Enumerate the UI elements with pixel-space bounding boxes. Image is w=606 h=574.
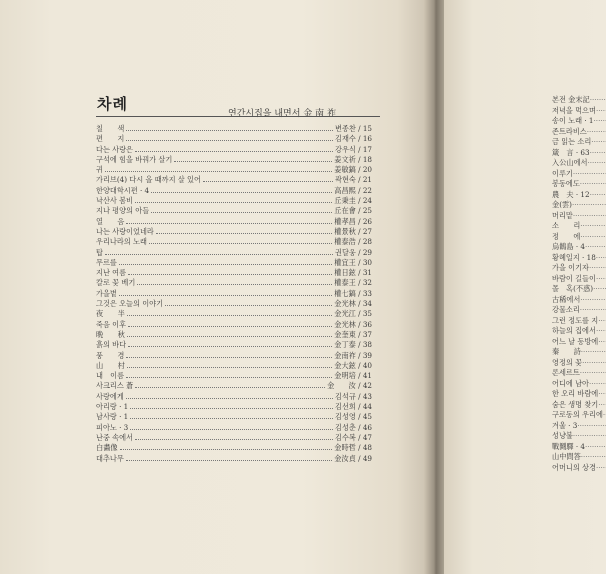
right-toc-entry: 본전 金末記 ····· — [552, 95, 606, 106]
dot-leader — [174, 160, 332, 162]
entry-author-page: 강우식 / 17 — [335, 144, 372, 154]
dot-leader — [119, 294, 332, 296]
toc-entry — [96, 217, 372, 227]
entry-author-page: 金汝貞 / 49 — [334, 453, 372, 463]
dot-leader — [151, 191, 332, 193]
entry-title: 칼로 꽃 베기 — [96, 278, 136, 288]
right-toc-entry: 어디에 남아 ····· — [552, 379, 606, 390]
toc-heading: 차례 — [97, 95, 128, 113]
toc-entry — [96, 206, 372, 216]
toc-entry — [96, 237, 372, 247]
dot-leader — [165, 304, 332, 306]
right-toc-entry: 秦 詩 ····· — [552, 347, 606, 358]
entry-title: 나는 사랑이었네라 — [96, 226, 154, 236]
entry-author-page: 김선희 / 44 — [335, 402, 372, 412]
entry-author-page: 金光林 / 34 — [334, 299, 372, 309]
right-toc-entry: 송이 노래 · 1 ····· — [552, 116, 606, 127]
right-toc-entry: 古稀에서 ····· — [552, 295, 606, 306]
entry-title: 낙산사 봄비 — [96, 196, 134, 206]
right-toc-entry: 겨울 · 3 ····· — [552, 421, 606, 432]
dot-leader — [119, 263, 332, 265]
dot-leader — [149, 242, 332, 244]
entry-title: 구석에 힘을 바꿔가 살기 — [96, 154, 173, 164]
entry-author-page: 金明培 / 41 — [334, 371, 372, 381]
right-toc-entry: 금 읽는 소리 ····· — [552, 137, 606, 148]
entry-author-page: 金丁泰 / 38 — [334, 340, 372, 350]
entry-title: 대추나무 — [96, 453, 124, 463]
right-toc-entry: 존트라비스 ····· — [552, 127, 606, 138]
entry-title: 남사랑 · 1 — [96, 412, 129, 422]
right-toc-entry: 황혜일지 · 18 ····· — [552, 253, 606, 264]
entry-author-page: 김성영 / 45 — [335, 412, 372, 422]
entry-author-page: 김재수 / 16 — [335, 134, 372, 144]
entry-title: 편 지 — [96, 134, 125, 144]
entry-title: 다는 사랑은 — [96, 144, 134, 154]
dot-leader — [135, 438, 333, 440]
dot-leader — [127, 314, 333, 316]
right-toc-entry: 가을 이기자 ····· — [552, 263, 606, 274]
entry-title: 귀 — [96, 165, 103, 175]
dot-leader — [126, 376, 332, 378]
dot-leader — [130, 428, 333, 430]
toc-entry — [96, 175, 372, 185]
right-toc-entry: 영정의 꽃 ····· — [552, 358, 606, 369]
dot-leader — [135, 201, 332, 203]
entry-author-page: 權泰王 / 32 — [334, 278, 372, 288]
right-toc-entry: 어머니의 상경 ····· — [552, 463, 606, 474]
entry-author-page: 金大鉉 / 40 — [334, 360, 372, 370]
toc-entry — [96, 309, 372, 319]
entry-author-page: 權宜王 / 30 — [334, 257, 372, 267]
right-toc-entry: 烏鵲島 · 4 ····· — [552, 242, 606, 253]
dot-leader — [203, 180, 333, 182]
entry-author-page: 곽현숙 / 21 — [335, 175, 372, 185]
toc-entry — [96, 124, 372, 134]
toc-entry — [96, 392, 372, 402]
dot-leader — [130, 417, 333, 419]
entry-author-page: 金 汝 / 42 — [327, 381, 372, 391]
toc-entry — [96, 227, 372, 237]
entry-title: 山 村 — [96, 360, 125, 370]
dot-leader — [128, 273, 332, 275]
right-toc-entry: 하늘의 집에서 ····· — [552, 326, 606, 337]
dot-leader — [126, 356, 332, 358]
heading-rule — [96, 116, 380, 117]
dot-leader — [156, 232, 332, 234]
entry-title: 난중 속에서 — [96, 432, 134, 442]
right-toc-entry: 農 夫 · 12 ····· — [552, 190, 606, 201]
entry-title: 내 이름 — [96, 371, 125, 381]
dot-leader — [128, 325, 332, 327]
dot-leader — [126, 222, 332, 224]
entry-title: 한양대학시편 · 4 — [96, 185, 150, 195]
toc-entry — [96, 340, 372, 350]
toc-entry — [96, 361, 372, 371]
dot-leader — [135, 150, 333, 152]
toc-entry — [96, 165, 372, 175]
right-toc-entry: 소 리 ····· — [552, 221, 606, 232]
right-toc-entry: 이루기 ····· — [552, 169, 606, 180]
entry-title: 죽음 이후 — [96, 319, 127, 329]
right-toc-entry: 저녁을 먹으며 ····· — [552, 106, 606, 117]
dot-leader — [130, 407, 333, 409]
right-toc-entry: 한 오리 바람에 ····· — [552, 389, 606, 400]
entry-title: 그것은 오늘의 이야기 — [96, 299, 164, 309]
entry-author-page: 金光江 / 35 — [334, 309, 372, 319]
entry-author-page: 高昌熙 / 22 — [334, 185, 372, 195]
entry-title: 칠 색 — [96, 124, 125, 133]
toc-entry — [96, 278, 372, 288]
right-toc-entry: 戰鬪驛 · 4 ····· — [552, 442, 606, 453]
entry-title: 흙의 바다 — [96, 340, 127, 350]
entry-title: 가리브(4) 다시 올 때까지 살 있어 — [96, 175, 201, 185]
entry-title: 열 음 — [96, 216, 125, 226]
right-toc-entry: 바람이 길들이 ····· — [552, 274, 606, 285]
right-toc-entry: 숨은 생명 찾기 ····· — [552, 400, 606, 411]
dot-leader — [127, 366, 333, 368]
dot-leader — [120, 448, 333, 450]
entry-title: 아리랑 · 1 — [96, 402, 129, 412]
toc-entry — [96, 299, 372, 309]
toc-entry — [96, 330, 372, 340]
toc-entry — [96, 433, 372, 443]
toc-entry — [96, 134, 372, 144]
entry-author-page: 權泰浩 / 28 — [334, 237, 372, 247]
entry-author-page: 權景秋 / 27 — [334, 226, 372, 236]
toc-entry — [96, 423, 372, 433]
entry-author-page: 김수복 / 47 — [335, 432, 372, 442]
dot-leader — [126, 459, 333, 461]
entry-title: 우리나라의 노래 — [96, 237, 147, 247]
book-gutter — [424, 0, 446, 574]
entry-author-page: 權日鉉 / 31 — [334, 268, 372, 278]
right-toc-entry: 入公山에서 ····· — [552, 158, 606, 169]
toc-entry — [96, 320, 372, 330]
entry-title: 탑 — [96, 247, 103, 257]
dot-leader — [128, 345, 332, 347]
toc-entry — [96, 371, 372, 381]
toc-entry — [96, 145, 372, 155]
entry-title: 무르를 — [96, 257, 117, 267]
toc-entry — [96, 443, 372, 453]
entry-author-page: 김성춘 / 46 — [335, 422, 372, 432]
toc-entry — [96, 381, 372, 391]
dot-leader — [137, 283, 332, 285]
entry-title: 지난 여름 — [96, 268, 127, 278]
dot-leader — [126, 139, 333, 141]
entry-author-page: 권달웅 / 29 — [335, 247, 372, 257]
entry-author-page: 金時哲 / 48 — [334, 443, 372, 453]
dot-leader — [105, 253, 333, 255]
entry-title: 지나 평양의 아들 — [96, 206, 150, 216]
right-toc-entry: 山中問答 ····· — [552, 452, 606, 463]
right-toc-entry: 머리맡 ····· — [552, 211, 606, 222]
right-toc-entry: 몰 혹(不惑) ····· — [552, 284, 606, 295]
entry-title: 사랑에게 — [96, 391, 124, 401]
toc-entry — [96, 155, 372, 165]
toc-entry — [96, 258, 372, 268]
toc-list — [96, 124, 372, 464]
entry-author-page: 姜敏鎬 / 20 — [334, 165, 372, 175]
right-toc-entry: 箴 言 · 63 ····· — [552, 148, 606, 159]
entry-author-page: 김석규 / 43 — [335, 391, 372, 401]
toc-entry — [96, 454, 372, 464]
toc-entry — [96, 196, 372, 206]
right-toc-entry: 그런 정도를 지 ····· — [552, 316, 606, 327]
entry-author-page: 權七鎬 / 33 — [334, 288, 372, 298]
toc-entry — [96, 289, 372, 299]
entry-title: 夜 半 — [96, 309, 125, 319]
entry-author-page: 변종찬 / 15 — [335, 124, 372, 133]
right-toc-entry: 강물소리 ····· — [552, 305, 606, 316]
toc-entry — [96, 402, 372, 412]
toc-entry — [96, 412, 372, 422]
entry-author-page: 金南祚 / 39 — [334, 350, 372, 360]
dot-leader — [151, 211, 332, 213]
entry-title: 晩 秋 — [96, 329, 125, 339]
entry-author-page: 金光林 / 36 — [334, 319, 372, 329]
dot-leader — [126, 397, 333, 399]
entry-author-page: 金奎東 / 37 — [334, 329, 372, 339]
toc-entry — [96, 186, 372, 196]
entry-author-page: 丘在會 / 25 — [334, 206, 372, 216]
right-toc-entry: 구로동의 우리에 ····· — [552, 410, 606, 421]
dot-leader — [126, 129, 333, 131]
dot-leader — [127, 335, 333, 337]
toc-entry — [96, 248, 372, 258]
entry-author-page: 姜文祈 / 18 — [334, 154, 372, 164]
right-toc-entry: 봉동에도 ····· — [552, 179, 606, 190]
preface-line: 연간시집을 내면서 金 南 祚 — [228, 109, 336, 119]
toc-entry — [96, 268, 372, 278]
entry-title: 피아노 · 3 — [96, 422, 129, 432]
right-toc-list — [552, 95, 606, 473]
right-toc-entry: 어느 날 동방에 ····· — [552, 337, 606, 348]
dot-leader — [135, 386, 325, 388]
toc-entry — [96, 351, 372, 361]
entry-author-page: 丘秉圭 / 24 — [334, 196, 372, 206]
right-toc-entry: 정 에 ····· — [552, 232, 606, 243]
entry-title: 白畵像 — [96, 443, 118, 453]
dot-leader — [105, 170, 332, 172]
right-toc-entry: 론세르트 ····· — [552, 368, 606, 379]
right-toc-entry: 金(雲) ····· — [552, 200, 606, 211]
entry-title: 사크리스 蒼 — [96, 381, 134, 391]
entry-title: 가을볕 — [96, 288, 117, 298]
right-toc-entry: 성냥불 ····· — [552, 431, 606, 442]
entry-author-page: 權孝昌 / 26 — [334, 216, 372, 226]
entry-title: 풍 경 — [96, 350, 125, 360]
